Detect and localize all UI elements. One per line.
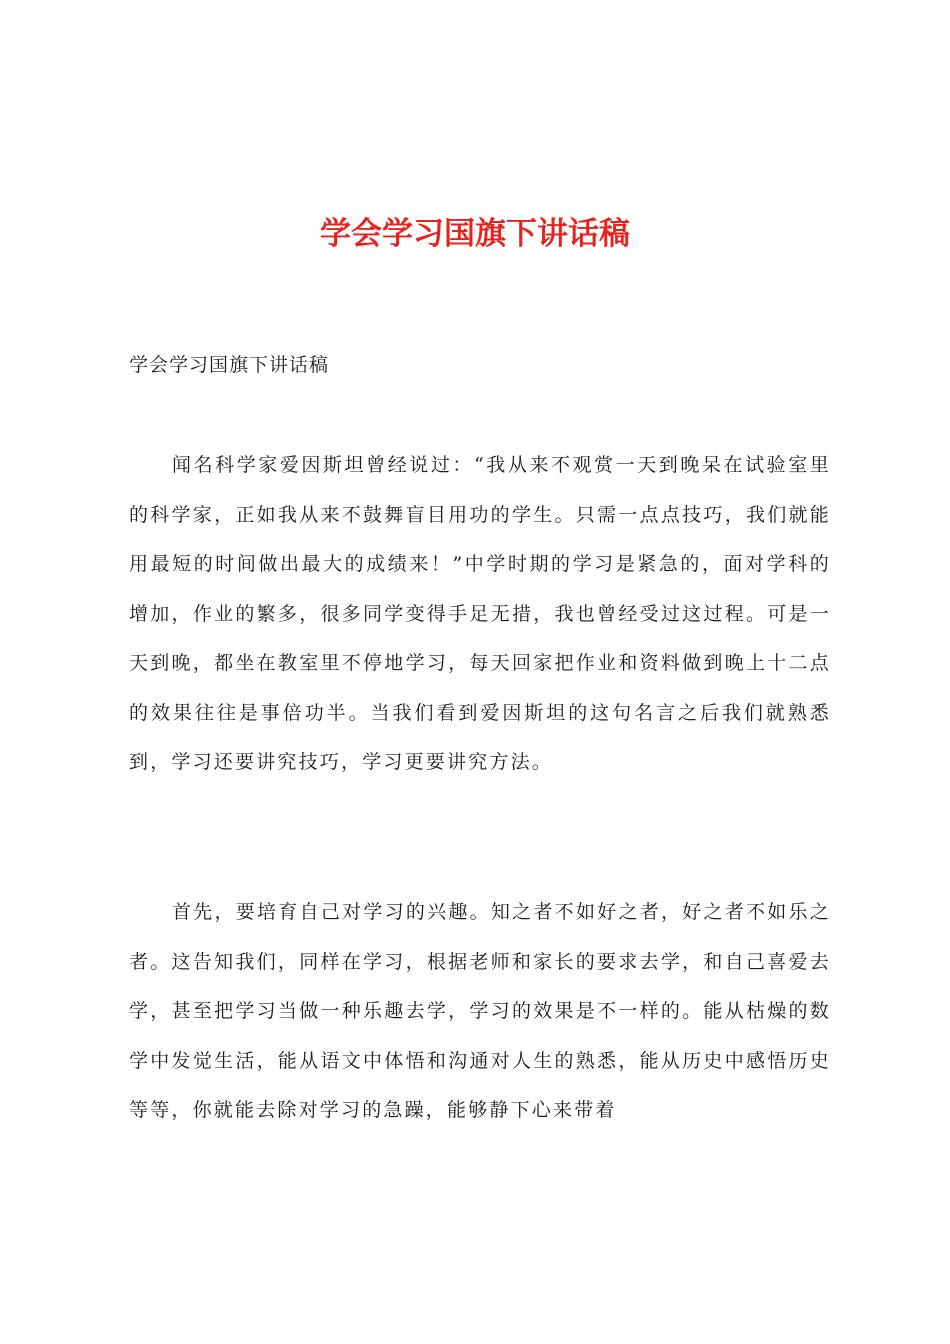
document-title: 学会学习国旗下讲话稿 [320,216,630,252]
body-paragraph-1: 闻名科学家爱因斯坦曾经说过：“我从来不观赏一天到晚呆在试验室里的科学家，正如我从来不鼓舞盲目用功的学生。只需一点点技巧，我们就能用最短的时间做出最大的成绩来！”中学时期的学习是紧急的，面对学科的增加，作业的繁多，很多同学变得手足无措，我也曾经受过这过程。可是一天到晚，都坐在教室里不停地学习，每天回家把作业和资料做到晚上十二点的效果往往是事倍功半。当我们看到爱因斯坦的这句名言之后我们就熟悉到，学习还要讲究技巧，学习更要讲究方法。 [129,454,831,773]
document-subtitle: 学会学习国旗下讲话稿 [129,354,330,376]
body-paragraph-2: 首先，要培育自己对学习的兴趣。知之者不如好之者，好之者不如乐之者。这告知我们，同样在学习，根据老师和家长的要求去学，和自己喜爱去学，甚至把学习当做一种乐趣去学，学习的效果是不一样的。能从枯燥的数学中发觉生活，能从语文中体悟和沟通对人生的熟悉，能从历史中感悟历史等等，你就能去除对学习的急躁，能够静下心来带着 [129,901,831,1121]
